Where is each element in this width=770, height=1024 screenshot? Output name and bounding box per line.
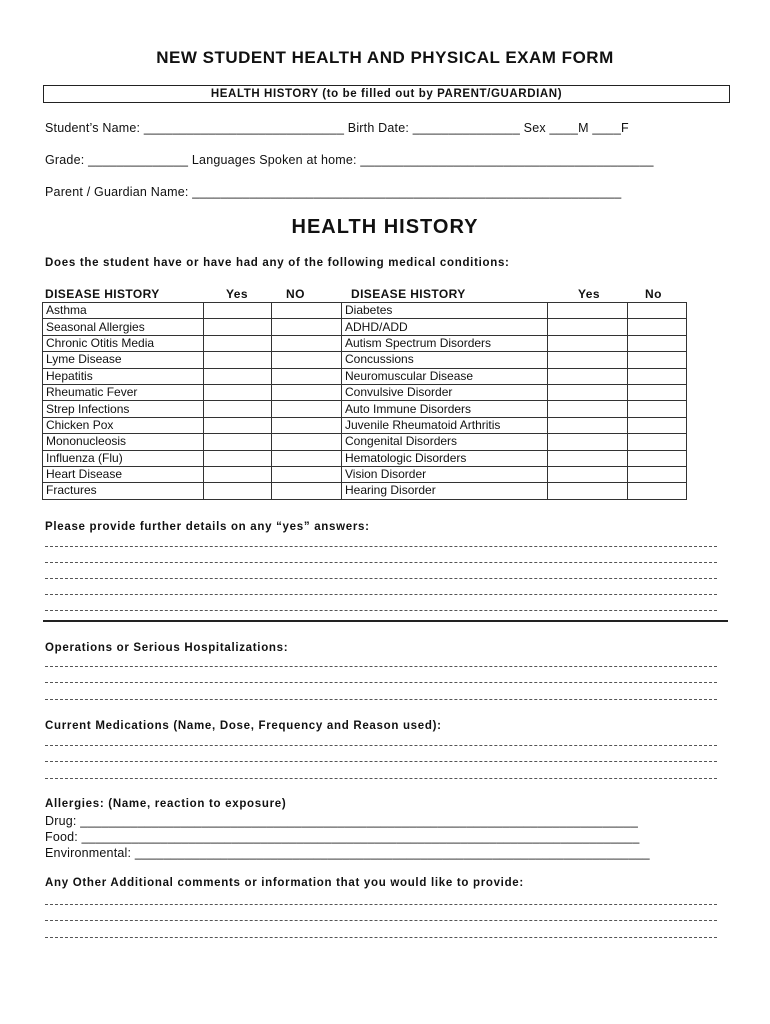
table-row bbox=[43, 384, 687, 400]
right-condition-name: Autism Spectrum Disorders bbox=[342, 335, 548, 351]
student-info-line[interactable]: Student’s Name: ____________________________ Birth Date: _______________ Sex ____M ____F bbox=[45, 121, 629, 135]
left-condition-name: Lyme Disease bbox=[43, 352, 204, 368]
table-row bbox=[43, 466, 687, 482]
right-disease-header: DISEASE HISTORY bbox=[351, 287, 466, 301]
right-no-checkbox[interactable] bbox=[628, 450, 687, 466]
left-disease-header: DISEASE HISTORY bbox=[45, 287, 160, 301]
left-condition-name: Chicken Pox bbox=[43, 417, 204, 433]
left-yes-checkbox[interactable] bbox=[204, 401, 272, 417]
allergy-food-line[interactable]: Food: ______________________________________________________________________________ bbox=[45, 830, 640, 844]
conditions-question: Does the student have or have had any of the following medical conditions: bbox=[45, 257, 510, 269]
details-line[interactable] bbox=[45, 610, 717, 611]
comments-label: Any Other Additional comments or information that you would like to provide: bbox=[45, 877, 524, 889]
operations-line[interactable] bbox=[45, 666, 717, 667]
table-row bbox=[43, 434, 687, 450]
section-title: HEALTH HISTORY bbox=[291, 216, 479, 238]
table-row bbox=[43, 450, 687, 466]
medications-line[interactable] bbox=[45, 778, 717, 779]
left-no-checkbox[interactable] bbox=[272, 319, 342, 335]
right-condition-name: ADHD/ADD bbox=[342, 319, 548, 335]
left-no-checkbox[interactable] bbox=[272, 483, 342, 499]
table-row bbox=[43, 352, 687, 368]
right-no-checkbox[interactable] bbox=[628, 303, 687, 319]
right-yes-checkbox[interactable] bbox=[548, 466, 628, 482]
right-yes-checkbox[interactable] bbox=[548, 450, 628, 466]
right-yes-checkbox[interactable] bbox=[548, 483, 628, 499]
table-row bbox=[43, 368, 687, 384]
right-yes-header: Yes bbox=[578, 287, 600, 301]
section-divider bbox=[43, 620, 728, 622]
right-condition-name: Diabetes bbox=[342, 303, 548, 319]
left-no-checkbox[interactable] bbox=[272, 352, 342, 368]
left-no-checkbox[interactable] bbox=[272, 450, 342, 466]
operations-line[interactable] bbox=[45, 682, 717, 683]
right-yes-checkbox[interactable] bbox=[548, 303, 628, 319]
left-no-checkbox[interactable] bbox=[272, 368, 342, 384]
left-no-checkbox[interactable] bbox=[272, 384, 342, 400]
left-yes-checkbox[interactable] bbox=[204, 483, 272, 499]
left-condition-name: Strep Infections bbox=[43, 401, 204, 417]
left-yes-checkbox[interactable] bbox=[204, 384, 272, 400]
right-condition-name: Vision Disorder bbox=[342, 466, 548, 482]
right-condition-name: Hearing Disorder bbox=[342, 483, 548, 499]
parent-guardian-line[interactable]: Parent / Guardian Name: ____________________________________________________________ bbox=[45, 185, 622, 199]
right-no-checkbox[interactable] bbox=[628, 434, 687, 450]
table-row bbox=[43, 319, 687, 335]
allergies-label: Allergies: (Name, reaction to exposure) bbox=[45, 798, 287, 810]
left-condition-name: Seasonal Allergies bbox=[43, 319, 204, 335]
left-yes-header: Yes bbox=[226, 287, 248, 301]
left-yes-checkbox[interactable] bbox=[204, 450, 272, 466]
comments-line[interactable] bbox=[45, 920, 717, 921]
comments-line[interactable] bbox=[45, 904, 717, 905]
left-condition-name: Influenza (Flu) bbox=[43, 450, 204, 466]
medications-label: Current Medications (Name, Dose, Frequency and Reason used): bbox=[45, 720, 442, 732]
right-condition-name: Congenital Disorders bbox=[342, 434, 548, 450]
left-condition-name: Rheumatic Fever bbox=[43, 384, 204, 400]
medications-line[interactable] bbox=[45, 761, 717, 762]
right-condition-name: Auto Immune Disorders bbox=[342, 401, 548, 417]
right-no-checkbox[interactable] bbox=[628, 319, 687, 335]
right-yes-checkbox[interactable] bbox=[548, 352, 628, 368]
left-yes-checkbox[interactable] bbox=[204, 466, 272, 482]
right-condition-name: Convulsive Disorder bbox=[342, 384, 548, 400]
left-no-checkbox[interactable] bbox=[272, 335, 342, 351]
allergy-environmental-line[interactable]: Environmental: ________________________________________________________________________ bbox=[45, 846, 650, 860]
left-yes-checkbox[interactable] bbox=[204, 417, 272, 433]
left-condition-name: Heart Disease bbox=[43, 466, 204, 482]
table-row bbox=[43, 401, 687, 417]
details-label: Please provide further details on any “yes” answers: bbox=[45, 521, 370, 533]
right-no-checkbox[interactable] bbox=[628, 401, 687, 417]
details-line[interactable] bbox=[45, 546, 717, 547]
details-line[interactable] bbox=[45, 578, 717, 579]
right-yes-checkbox[interactable] bbox=[548, 401, 628, 417]
right-no-checkbox[interactable] bbox=[628, 483, 687, 499]
health-history-banner: HEALTH HISTORY (to be filled out by PARENT/GUARDIAN) bbox=[43, 85, 730, 103]
operations-label: Operations or Serious Hospitalizations: bbox=[45, 642, 289, 654]
details-line[interactable] bbox=[45, 562, 717, 563]
left-condition-name: Chronic Otitis Media bbox=[43, 335, 204, 351]
left-condition-name: Mononucleosis bbox=[43, 434, 204, 450]
right-yes-checkbox[interactable] bbox=[548, 434, 628, 450]
details-line[interactable] bbox=[45, 594, 717, 595]
left-yes-checkbox[interactable] bbox=[204, 368, 272, 384]
right-condition-name: Hematologic Disorders bbox=[342, 450, 548, 466]
right-no-checkbox[interactable] bbox=[628, 417, 687, 433]
left-yes-checkbox[interactable] bbox=[204, 319, 272, 335]
table-row bbox=[43, 303, 687, 319]
right-no-checkbox[interactable] bbox=[628, 466, 687, 482]
right-no-header: No bbox=[645, 287, 662, 301]
left-no-checkbox[interactable] bbox=[272, 434, 342, 450]
right-condition-name: Concussions bbox=[342, 352, 548, 368]
disease-history-table bbox=[42, 302, 687, 500]
form-title: NEW STUDENT HEALTH AND PHYSICAL EXAM FORM bbox=[156, 48, 614, 67]
comments-line[interactable] bbox=[45, 937, 717, 938]
left-yes-checkbox[interactable] bbox=[204, 335, 272, 351]
right-no-checkbox[interactable] bbox=[628, 384, 687, 400]
left-no-checkbox[interactable] bbox=[272, 466, 342, 482]
table-row bbox=[43, 417, 687, 433]
operations-line[interactable] bbox=[45, 699, 717, 700]
medications-line[interactable] bbox=[45, 745, 717, 746]
right-yes-checkbox[interactable] bbox=[548, 368, 628, 384]
right-no-checkbox[interactable] bbox=[628, 352, 687, 368]
right-condition-name: Neuromuscular Disease bbox=[342, 368, 548, 384]
right-no-checkbox[interactable] bbox=[628, 368, 687, 384]
left-yes-checkbox[interactable] bbox=[204, 303, 272, 319]
left-no-checkbox[interactable] bbox=[272, 303, 342, 319]
left-condition-name: Fractures bbox=[43, 483, 204, 499]
grade-language-line[interactable]: Grade: ______________ Languages Spoken at home: _________________________________________ bbox=[45, 153, 654, 167]
right-condition-name: Juvenile Rheumatoid Arthritis bbox=[342, 417, 548, 433]
right-yes-checkbox[interactable] bbox=[548, 417, 628, 433]
left-condition-name: Hepatitis bbox=[43, 368, 204, 384]
right-no-checkbox[interactable] bbox=[628, 335, 687, 351]
left-no-checkbox[interactable] bbox=[272, 401, 342, 417]
table-row bbox=[43, 483, 687, 499]
allergy-drug-line[interactable]: Drug: ______________________________________________________________________________ bbox=[45, 814, 639, 828]
left-no-header: NO bbox=[286, 287, 305, 301]
left-condition-name: Asthma bbox=[43, 303, 204, 319]
left-yes-checkbox[interactable] bbox=[204, 352, 272, 368]
left-yes-checkbox[interactable] bbox=[204, 434, 272, 450]
right-yes-checkbox[interactable] bbox=[548, 319, 628, 335]
left-no-checkbox[interactable] bbox=[272, 417, 342, 433]
right-yes-checkbox[interactable] bbox=[548, 335, 628, 351]
table-row bbox=[43, 335, 687, 351]
right-yes-checkbox[interactable] bbox=[548, 384, 628, 400]
